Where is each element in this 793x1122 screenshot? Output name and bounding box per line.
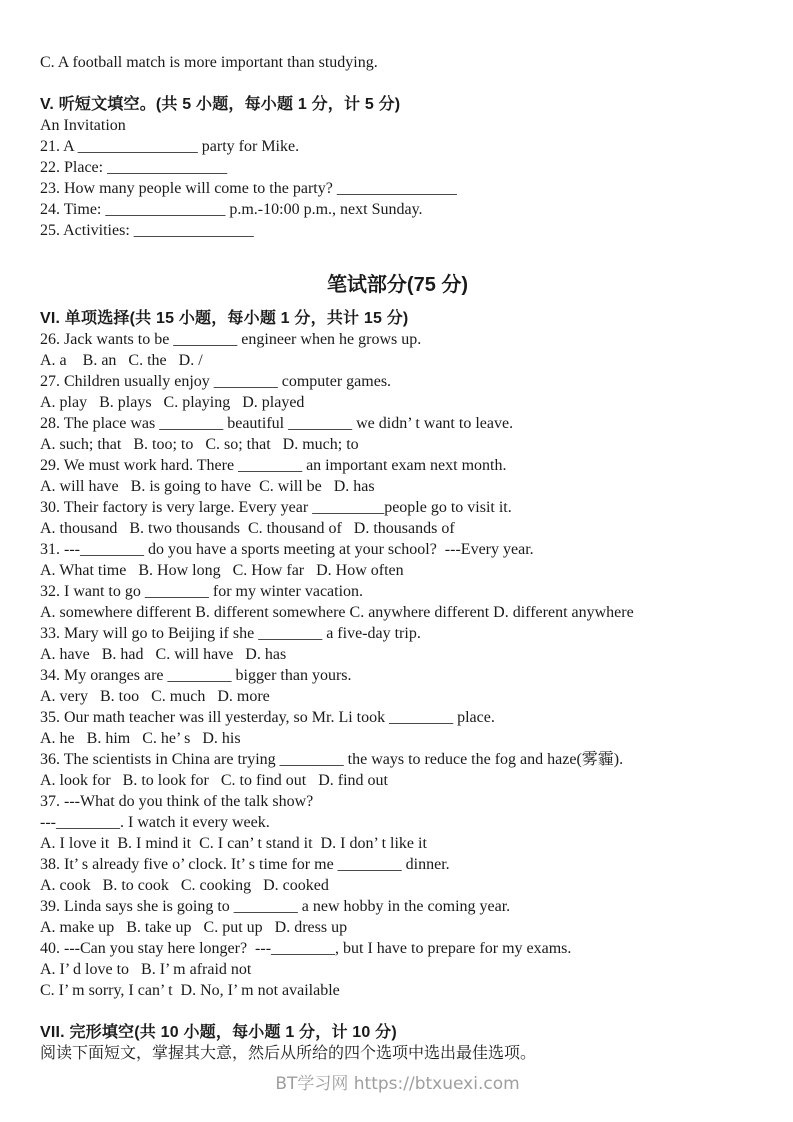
text-line: A. play B. plays C. playing D. played <box>40 394 305 411</box>
watermark <box>40 1074 755 1095</box>
text-line: A. such; that B. too; to C. so; that D. much; to <box>40 436 359 453</box>
text-line: 阅读下面短文，掌握其大意，然后从所给的四个选项中选出最佳选项。 <box>40 1045 537 1062</box>
text-line: 37. ---What do you think of the talk show? <box>40 793 314 810</box>
watermark-text: BT学习网 https://btxuexi.com <box>275 1074 520 1094</box>
text-line: A. look for B. to look for C. to find out D. find out <box>40 772 388 789</box>
spacer-line <box>40 241 755 262</box>
text-line: 36. The scientists in China are trying ________ the ways to reduce the fog and haze(雾霾). <box>40 751 624 768</box>
text-line: 21. A _______________ party for Mike. <box>40 138 300 155</box>
text-line: A. thousand B. two thousands C. thousand of D. thousands of <box>40 520 455 537</box>
text-line: A. I love it B. I mind it C. I can’ t stand it D. I don’ t like it <box>40 835 427 852</box>
text-line: 30. Their factory is very large. Every year _________people go to visit it. <box>40 499 512 516</box>
text-line: 31. ---________ do you have a sports meeting at your school? ---Every year. <box>40 541 534 558</box>
text-line: 22. Place: _______________ <box>40 159 228 176</box>
text-line: 32. I want to go ________ for my winter vacation. <box>40 583 364 600</box>
text-line: 40. ---Can you stay here longer? ---________, but I have to prepare for my exams. <box>40 940 572 957</box>
text-line: 24. Time: _______________ p.m.-10:00 p.m., next Sunday. <box>40 201 423 218</box>
text-line: 33. Mary will go to Beijing if she ________ a five-day trip. <box>40 625 421 642</box>
text-line: 27. Children usually enjoy ________ computer games. <box>40 373 392 390</box>
text-line: 29. We must work hard. There ________ an important exam next month. <box>40 457 507 474</box>
text-line: A. will have B. is going to have C. will be D. has <box>40 478 375 495</box>
text-line: A. a B. an C. the D. / <box>40 352 203 369</box>
text-line: A. What time B. How long C. How far D. How often <box>40 562 404 579</box>
text-line: An Invitation <box>40 117 126 134</box>
text-line: 28. The place was ________ beautiful ________ we didn’ t want to leave. <box>40 415 514 432</box>
text-line: 26. Jack wants to be ________ engineer when he grows up. <box>40 331 422 348</box>
part-title: 笔试部分(75 分) <box>326 274 469 296</box>
document-body <box>40 52 755 1064</box>
text-line: A. I’ d love to B. I’ m afraid not <box>40 961 252 978</box>
section-heading: V. 听短文填空。(共 5 小题，每小题 1 分，计 5 分) <box>40 96 401 113</box>
text-line: C. I’ m sorry, I can’ t D. No, I’ m not available <box>40 982 340 999</box>
text-line: A. cook B. to cook C. cooking D. cooked <box>40 877 329 894</box>
text-line: C. A football match is more important than studying. <box>40 54 378 71</box>
section-heading: VII. 完形填空(共 10 小题，每小题 1 分，计 10 分) <box>40 1024 397 1041</box>
text-line: A. somewhere different B. different somewhere C. anywhere different D. different anywhere <box>40 604 634 621</box>
text-line: A. make up B. take up C. put up D. dress up <box>40 919 348 936</box>
text-line: 38. It’ s already five o’ clock. It’ s time for me ________ dinner. <box>40 856 450 873</box>
text-line: 35. Our math teacher was ill yesterday, so Mr. Li took ________ place. <box>40 709 495 726</box>
text-line: ---________. I watch it every week. <box>40 814 270 831</box>
text-line: 34. My oranges are ________ bigger than yours. <box>40 667 352 684</box>
text-line: 39. Linda says she is going to ________ a new hobby in the coming year. <box>40 898 511 915</box>
spacer-line <box>40 73 755 94</box>
text-line: 23. How many people will come to the party? _______________ <box>40 180 457 197</box>
text-line: A. very B. too C. much D. more <box>40 688 270 705</box>
spacer-line <box>40 1001 755 1022</box>
section-heading: VI. 单项选择(共 15 小题，每小题 1 分，共计 15 分) <box>40 310 409 327</box>
text-line: A. have B. had C. will have D. has <box>40 646 287 663</box>
text-line: 25. Activities: _______________ <box>40 222 254 239</box>
text-line: A. he B. him C. he’ s D. his <box>40 730 241 747</box>
